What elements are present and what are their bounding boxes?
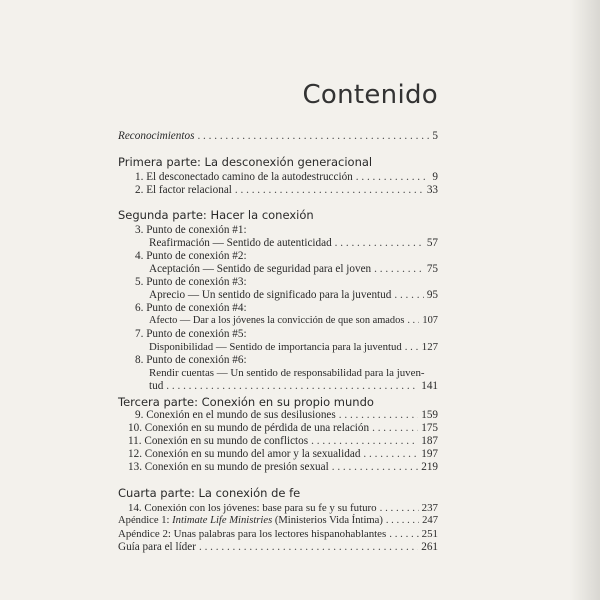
- toc-entry-label: Rendir cuentas — Un sentido de responsabilidad para la juven-: [149, 367, 425, 379]
- toc-entry: [118, 540, 438, 554]
- toc-entry-label: [118, 514, 383, 528]
- toc-entry: [118, 527, 438, 541]
- dot-leader: [199, 540, 418, 554]
- toc-entry-label: 14. Conexión con los jóvenes: base para su fe y su futuro: [128, 502, 377, 514]
- toc-entry-page: 57: [426, 237, 438, 249]
- appendix-title-italic: Intimate Life Ministries: [172, 515, 273, 526]
- dot-leader: [339, 408, 418, 422]
- toc-entry-page: 251: [421, 528, 438, 540]
- toc-entry-reconocimientos: [118, 129, 438, 143]
- toc-entry-page: 75: [426, 263, 438, 275]
- toc-entry-page: 219: [421, 461, 438, 473]
- toc-entry: [118, 421, 438, 435]
- toc-entry-label-continued: tud: [149, 380, 164, 392]
- part-heading: Tercera parte: Conexión en su propio mundo: [118, 395, 374, 409]
- toc-entry: [118, 314, 438, 328]
- toc-entry-page: 237: [421, 502, 438, 514]
- part-heading: Cuarta parte: La conexión de fe: [118, 486, 301, 500]
- toc-entry-label: Reconocimientos: [118, 130, 195, 142]
- appendix-suffix: (Ministerios Vida Íntima): [272, 515, 383, 526]
- toc-entry: [118, 434, 438, 448]
- page-edge: [570, 0, 600, 600]
- dot-leader: [407, 314, 419, 328]
- dot-leader: [332, 460, 418, 474]
- toc-entry: [118, 460, 438, 474]
- toc-entry-label: Apéndice 2: Unas palabras para los lectores hispanohablantes: [118, 528, 387, 540]
- toc-entry-page: 107: [422, 315, 438, 326]
- table-of-contents: [118, 0, 438, 600]
- dot-leader: [335, 236, 424, 250]
- toc-entry-label: 1. El desconectado camino de la autodestrucción: [135, 171, 353, 183]
- dot-leader: [166, 379, 418, 393]
- toc-entry-title: 8. Punto de conexión #6:: [135, 354, 247, 366]
- toc-entry: [118, 288, 438, 302]
- toc-entry: [118, 236, 438, 250]
- dot-leader: [389, 527, 418, 541]
- part-heading: Segunda parte: Hacer la conexión: [118, 208, 314, 222]
- toc-entry-label: 10. Conexión en su mundo de pérdida de una relación: [128, 422, 370, 434]
- dot-leader: [235, 183, 424, 197]
- toc-entry-page: 127: [421, 341, 438, 353]
- toc-entry-page: 261: [421, 541, 438, 553]
- toc-entry-page: 9: [432, 171, 438, 183]
- dot-leader: [386, 514, 419, 528]
- dot-leader: [356, 170, 430, 184]
- dot-leader: [363, 447, 418, 461]
- appendix-prefix: Apéndice 1:: [118, 515, 173, 526]
- toc-entry: [118, 262, 438, 276]
- toc-entry-label: Disponibilidad — Sentido de importancia para la juventud: [149, 341, 402, 353]
- dot-leader: [380, 501, 419, 515]
- part-heading: Primera parte: La desconexión generacional: [118, 155, 373, 169]
- toc-entry: [118, 514, 438, 528]
- toc-entry: [118, 408, 438, 422]
- toc-entry-title: 5. Punto de conexión #3:: [135, 276, 247, 288]
- toc-entry: [118, 340, 438, 354]
- dot-leader: [311, 434, 418, 448]
- toc-entry-label: Guía para el líder: [118, 541, 196, 553]
- toc-entry: [118, 379, 438, 393]
- toc-entry-page: 5: [432, 130, 438, 142]
- toc-entry-page: 247: [422, 515, 438, 526]
- toc-entry-page: 33: [426, 184, 438, 196]
- toc-entry: [118, 501, 438, 515]
- toc-entry-label: 2. El factor relacional: [135, 184, 232, 196]
- toc-entry-page: 175: [421, 422, 438, 434]
- toc-entry-title: 4. Punto de conexión #2:: [135, 250, 247, 262]
- toc-entry-title: 3. Punto de conexión #1:: [135, 224, 247, 236]
- dot-leader: [394, 288, 423, 302]
- toc-entry-label: Afecto — Dar a los jóvenes la convicción de que son amados: [149, 315, 405, 326]
- toc-entry-page: 197: [421, 448, 438, 460]
- toc-entry: [118, 170, 438, 184]
- toc-entry-label: Aceptación — Sentido de seguridad para el joven: [149, 263, 372, 275]
- toc-entry: [118, 447, 438, 461]
- toc-entry-label: 13. Conexión en su mundo de presión sexual: [128, 461, 329, 473]
- dot-leader: [374, 262, 424, 276]
- toc-entry-page: 187: [421, 435, 438, 447]
- toc-entry-title: 6. Punto de conexión #4:: [135, 302, 247, 314]
- toc-entry-title: 7. Punto de conexión #5:: [135, 328, 247, 340]
- toc-entry-page: 141: [421, 380, 438, 392]
- toc-entry: [118, 183, 438, 197]
- dot-leader: [197, 129, 429, 143]
- toc-entry-page: 95: [426, 289, 438, 301]
- toc-entry-label: 9. Conexión en el mundo de sus desilusiones: [135, 409, 336, 421]
- toc-entry-page: 159: [421, 409, 438, 421]
- toc-entry-label: 12. Conexión en su mundo del amor y la sexualidad: [128, 448, 361, 460]
- toc-entry-label: Reafirmación — Sentido de autenticidad: [149, 237, 332, 249]
- toc-entry-label: 11. Conexión en su mundo de conflictos: [128, 435, 309, 447]
- dot-leader: [405, 340, 419, 354]
- toc-entry-label: Aprecio — Un sentido de significado para la juventud: [149, 289, 392, 301]
- dot-leader: [372, 421, 418, 435]
- page-title: Contenido: [302, 80, 438, 110]
